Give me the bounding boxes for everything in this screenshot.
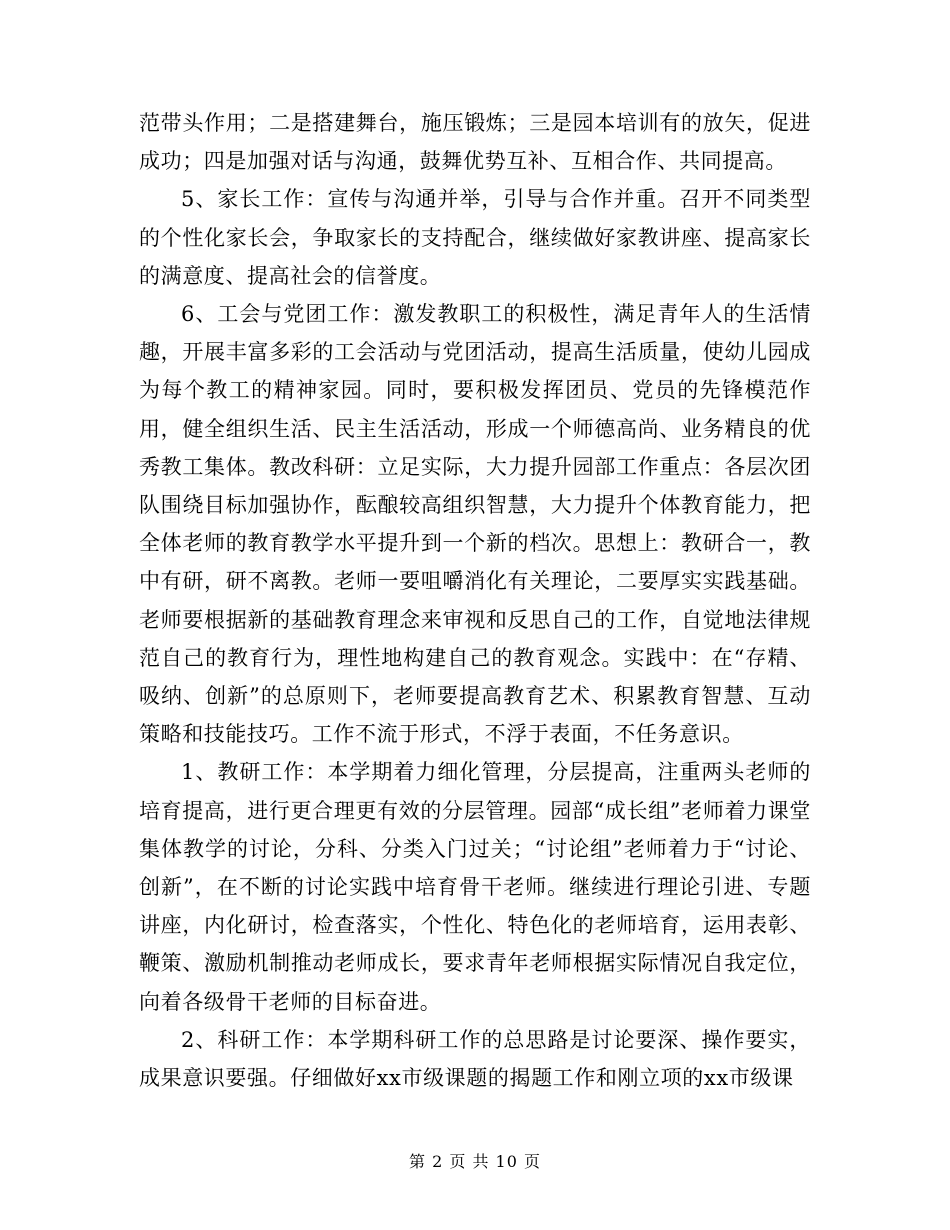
page-number-footer: 第 2 页 共 10 页	[409, 1152, 541, 1171]
paragraph-scientific-research: 2、科研工作：本学期科研工作的总思路是讨论要深、操作要实，成果意识要强。仔细做好xx市级课题的揭题工作和刚立项的xx市级课	[139, 1027, 811, 1091]
document-body	[139, 104, 811, 1097]
paragraph-union-party-work: 6、工会与党团工作：激发教职工的积极性，满足青年人的生活情趣，开展丰富多彩的工会活动与党团活动，提高生活质量，使幼儿园成为每个教工的精神家园。同时，要积极发挥团员、党员的先锋模范作用，健全组织生活、民主生活活动，形成一个师德高尚、业务精良的优秀教工集体。教改科研：立足实际，大力提升园部工作重点：各层次团队围绕目标加强协作，酝酿较高组织智慧，大力提升个体教育能力，把全体老师的教育教学水平提升到一个新的档次。思想上：教研合一，教中有研，研不离教。老师一要咀嚼消化有关理论，二要厚实实践基础。老师要根据新的基础教育理念来审视和反思自己的工作，自觉地法律规范自己的教育行为，理性地构建自己的教育观念。实践中：在“存精、吸纳、创新”的总原则下，老师要提高教育艺术、积累教育智慧、互动策略和技能技巧。工作不流于形式，不浮于表面，不任务意识。	[139, 302, 811, 747]
paragraph-teaching-research: 1、教研工作：本学期着力细化管理，分层提高，注重两头老师的培育提高，进行更合理更有效的分层管理。园部“成长组”老师着力课堂集体教学的讨论，分科、分类入门过关；“讨论组”老师着力于“讨论、创新”，在不断的讨论实践中培育骨干老师。继续进行理论引进、专题讲座，内化研讨，检查落实，个性化、特色化的老师培育，运用表彰、鞭策、激励机制推动老师成长，要求青年老师根据实际情况自我定位，向着各级骨干老师的目标奋进。	[139, 760, 811, 1014]
paragraph-parent-work: 5、家长工作：宣传与沟通并举，引导与合作并重。召开不同类型的个性化家长会，争取家长的支持配合，继续做好家教讲座、提高家长的满意度、提高社会的信誉度。	[139, 187, 811, 288]
paragraph-continuation: 范带头作用；二是搭建舞台，施压锻炼；三是园本培训有的放矢，促进成功；四是加强对话与沟通，鼓舞优势互补、互相合作、共同提高。	[139, 111, 811, 174]
